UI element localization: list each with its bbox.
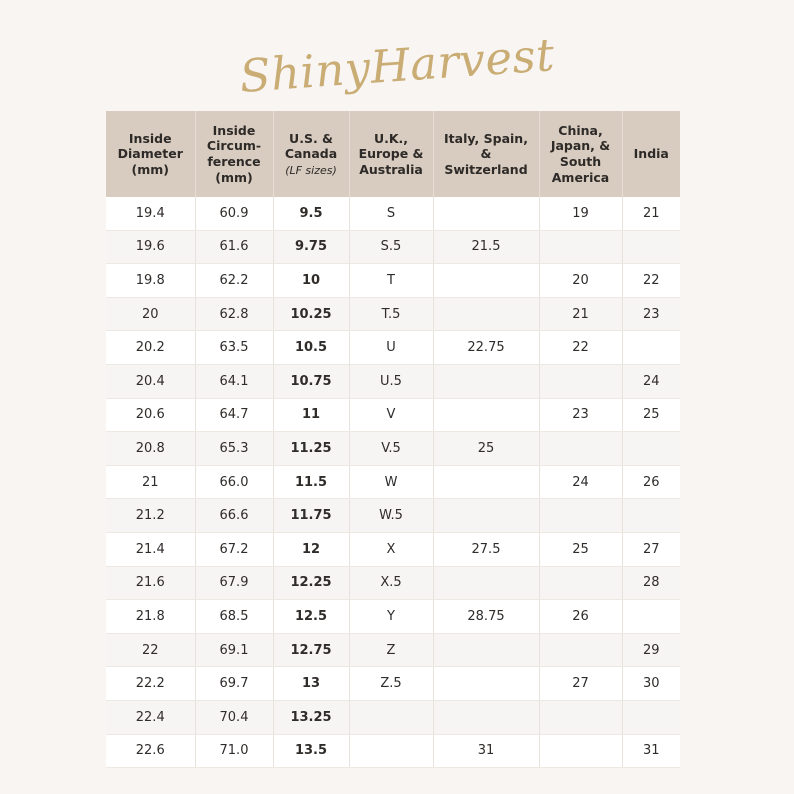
- italy-spain-switzerland-size-cell: [433, 667, 539, 701]
- china-japan-south-america-size-cell: 19: [539, 197, 622, 230]
- us-canada-size-cell: 11.75: [273, 499, 349, 533]
- india-size-cell: 22: [622, 264, 680, 298]
- uk-europe-australia-size-cell: W.5: [349, 499, 433, 533]
- italy-spain-switzerland-size-cell: 31: [433, 734, 539, 768]
- india-size-cell: 31: [622, 734, 680, 768]
- italy-spain-switzerland-size-cell: [433, 398, 539, 432]
- us-canada-size-cell: 11.5: [273, 465, 349, 499]
- us-canada-size-cell: 12: [273, 532, 349, 566]
- inside-diameter-cell: 21.2: [106, 499, 195, 533]
- header-line: America: [551, 169, 610, 185]
- italy-spain-switzerland-size-cell: [433, 264, 539, 298]
- china-japan-south-america-size-cell: [539, 633, 622, 667]
- inside-diameter-cell: 20: [106, 297, 195, 331]
- table-row: [106, 264, 680, 298]
- table-row: [106, 532, 680, 566]
- inside-circumference-cell: 60.9: [195, 197, 273, 230]
- shinyharvest-logo: ShinyHarvest: [237, 27, 557, 103]
- table-header: [106, 111, 680, 197]
- inside-diameter-cell: 21.4: [106, 532, 195, 566]
- us-canada-size-cell: 12.5: [273, 600, 349, 634]
- italy-spain-switzerland-size-cell: 25: [433, 432, 539, 466]
- inside-diameter-cell: 21.8: [106, 600, 195, 634]
- inside-circumference-cell: 67.2: [195, 532, 273, 566]
- india-size-cell: 23: [622, 297, 680, 331]
- india-size-cell: 26: [622, 465, 680, 499]
- header-line: ference: [207, 154, 261, 169]
- italy-spain-switzerland-size-cell: [433, 499, 539, 533]
- india-size-cell: [622, 600, 680, 634]
- italy-spain-switzerland-size-cell: 21.5: [433, 230, 539, 264]
- header-line: (mm): [131, 161, 169, 177]
- inside-circumference-cell: 62.2: [195, 264, 273, 298]
- inside-circumference-cell: 71.0: [195, 734, 273, 768]
- header-line: Italy, Spain,: [444, 130, 528, 146]
- uk-europe-australia-size-cell: T: [349, 264, 433, 298]
- ring-size-chart: [106, 111, 680, 768]
- india-size-cell: [622, 432, 680, 466]
- us-canada-size-cell: 13: [273, 667, 349, 701]
- header-line: India: [633, 146, 669, 162]
- china-japan-south-america-size-cell: 21: [539, 297, 622, 331]
- us-canada-size-cell: 10.75: [273, 364, 349, 398]
- italy-spain-switzerland-size-cell: [433, 700, 539, 734]
- header-line: South: [559, 154, 602, 169]
- header-line: Europe &: [358, 146, 424, 162]
- inside-diameter-cell: 22.2: [106, 667, 195, 701]
- india-size-cell: [622, 331, 680, 365]
- inside-circumference-cell: 69.7: [195, 667, 273, 701]
- inside-diameter-cell: 19.6: [106, 230, 195, 264]
- inside-circumference-cell: 63.5: [195, 331, 273, 365]
- china-japan-south-america-size-cell: 23: [539, 398, 622, 432]
- table-row: [106, 499, 680, 533]
- china-japan-south-america-size-cell: [539, 499, 622, 533]
- italy-spain-switzerland-size-cell: 27.5: [433, 532, 539, 566]
- table-row: [106, 667, 680, 701]
- header-row: [106, 111, 680, 197]
- china-japan-south-america-size-cell: 20: [539, 264, 622, 298]
- italy-spain-switzerland-size-cell: [433, 566, 539, 600]
- inside-diameter-cell: 20.4: [106, 364, 195, 398]
- inside-diameter-cell: 20.8: [106, 432, 195, 466]
- header-line: China,: [558, 122, 603, 138]
- uk-europe-australia-size-cell: Y: [349, 600, 433, 634]
- italy-spain-switzerland-header: [433, 111, 539, 197]
- inside-circumference-cell: 64.7: [195, 398, 273, 432]
- inside-diameter-cell: 22: [106, 633, 195, 667]
- table-row: [106, 633, 680, 667]
- table-row: [106, 600, 680, 634]
- header-line: U.S. &: [289, 130, 333, 146]
- inside-diameter-cell: 21: [106, 465, 195, 499]
- india-size-cell: 28: [622, 566, 680, 600]
- us-canada-size-cell: 11.25: [273, 432, 349, 466]
- inside-circumference-cell: 69.1: [195, 633, 273, 667]
- header-line: (mm): [215, 169, 253, 185]
- table-body: [106, 197, 680, 768]
- uk-europe-australia-size-cell: [349, 700, 433, 734]
- inside-diameter-cell: 20.2: [106, 331, 195, 365]
- inside-circumference-cell: 61.6: [195, 230, 273, 264]
- inside-diameter-cell: 19.4: [106, 197, 195, 230]
- india-size-cell: 25: [622, 398, 680, 432]
- india-size-cell: 30: [622, 667, 680, 701]
- inside-circumference-cell: 66.0: [195, 465, 273, 499]
- table-row: [106, 230, 680, 264]
- china-japan-south-america-size-cell: 26: [539, 600, 622, 634]
- header-line: Inside: [128, 130, 172, 146]
- uk-europe-australia-size-cell: T.5: [349, 297, 433, 331]
- uk-europe-australia-size-cell: X.5: [349, 566, 433, 600]
- uk-europe-australia-size-cell: U.5: [349, 364, 433, 398]
- india-header: [622, 111, 680, 197]
- india-size-cell: [622, 230, 680, 264]
- us-canada-size-cell: 10: [273, 264, 349, 298]
- header-line: Canada: [284, 146, 338, 162]
- uk-europe-australia-size-cell: S.5: [349, 230, 433, 264]
- table-row: [106, 432, 680, 466]
- table-row: [106, 465, 680, 499]
- inside-circumference-cell: 67.9: [195, 566, 273, 600]
- header-line: &: [480, 146, 492, 162]
- inside-circumference-header: [195, 111, 273, 197]
- inside-circumference-cell: 68.5: [195, 600, 273, 634]
- inside-diameter-header: [106, 111, 195, 197]
- italy-spain-switzerland-size-cell: 28.75: [433, 600, 539, 634]
- table-row: [106, 297, 680, 331]
- italy-spain-switzerland-size-cell: [433, 633, 539, 667]
- us-canada-size-cell: 10.25: [273, 297, 349, 331]
- us-canada-size-cell: 9.5: [273, 197, 349, 230]
- table-row: [106, 364, 680, 398]
- china-japan-south-america-size-cell: 24: [539, 465, 622, 499]
- inside-circumference-cell: 66.6: [195, 499, 273, 533]
- header-line: U.K.,: [373, 130, 409, 146]
- china-japan-south-america-size-cell: [539, 566, 622, 600]
- table-row: [106, 197, 680, 230]
- china-japan-south-america-size-cell: [539, 432, 622, 466]
- china-japan-south-america-size-cell: 25: [539, 532, 622, 566]
- inside-circumference-cell: 62.8: [195, 297, 273, 331]
- header-line: Inside: [212, 122, 256, 138]
- uk-europe-australia-size-cell: Z: [349, 633, 433, 667]
- us-canada-size-cell: 13.25: [273, 700, 349, 734]
- inside-diameter-cell: 22.4: [106, 700, 195, 734]
- china-japan-south-america-size-cell: [539, 700, 622, 734]
- italy-spain-switzerland-size-cell: [433, 364, 539, 398]
- inside-diameter-cell: 20.6: [106, 398, 195, 432]
- table-row: [106, 566, 680, 600]
- lf-sizes-note: (LF sizes): [285, 163, 337, 177]
- india-size-cell: 21: [622, 197, 680, 230]
- china-japan-south-america-size-cell: 27: [539, 667, 622, 701]
- uk-europe-australia-size-cell: [349, 734, 433, 768]
- us-canada-size-cell: 13.5: [273, 734, 349, 768]
- uk-europe-australia-header: [349, 111, 433, 197]
- uk-europe-australia-size-cell: X: [349, 532, 433, 566]
- table-row: [106, 700, 680, 734]
- inside-circumference-cell: 64.1: [195, 364, 273, 398]
- india-size-cell: 29: [622, 633, 680, 667]
- italy-spain-switzerland-size-cell: [433, 297, 539, 331]
- uk-europe-australia-size-cell: Z.5: [349, 667, 433, 701]
- italy-spain-switzerland-size-cell: 22.75: [433, 331, 539, 365]
- header-line: Circum-: [206, 138, 262, 154]
- us-canada-size-cell: 9.75: [273, 230, 349, 264]
- india-size-cell: 27: [622, 532, 680, 566]
- header-line: Switzerland: [444, 161, 528, 177]
- table-row: [106, 331, 680, 365]
- header-line: Australia: [359, 161, 423, 177]
- us-canada-size-cell: 10.5: [273, 331, 349, 365]
- india-size-cell: [622, 499, 680, 533]
- us-canada-size-cell: 11: [273, 398, 349, 432]
- us-canada-size-cell: 12.25: [273, 566, 349, 600]
- china-japan-south-america-size-cell: [539, 734, 622, 768]
- uk-europe-australia-size-cell: U: [349, 331, 433, 365]
- inside-diameter-cell: 22.6: [106, 734, 195, 768]
- us-canada-header: [273, 111, 349, 197]
- inside-diameter-cell: 19.8: [106, 264, 195, 298]
- italy-spain-switzerland-size-cell: [433, 465, 539, 499]
- china-japan-south-america-size-cell: 22: [539, 331, 622, 365]
- inside-circumference-cell: 65.3: [195, 432, 273, 466]
- us-canada-size-cell: 12.75: [273, 633, 349, 667]
- size-conversion-table: [106, 111, 680, 768]
- table-row: [106, 734, 680, 768]
- china-japan-south-america-size-cell: [539, 230, 622, 264]
- inside-circumference-cell: 70.4: [195, 700, 273, 734]
- china-japan-south-america-size-cell: [539, 364, 622, 398]
- inside-diameter-cell: 21.6: [106, 566, 195, 600]
- header-line: Japan, &: [550, 138, 611, 154]
- header-line: Diameter: [117, 146, 183, 162]
- india-size-cell: [622, 700, 680, 734]
- table-row: [106, 398, 680, 432]
- uk-europe-australia-size-cell: S: [349, 197, 433, 230]
- uk-europe-australia-size-cell: V: [349, 398, 433, 432]
- china-japan-south-america-header: [539, 111, 622, 197]
- italy-spain-switzerland-size-cell: [433, 197, 539, 230]
- uk-europe-australia-size-cell: V.5: [349, 432, 433, 466]
- india-size-cell: 24: [622, 364, 680, 398]
- uk-europe-australia-size-cell: W: [349, 465, 433, 499]
